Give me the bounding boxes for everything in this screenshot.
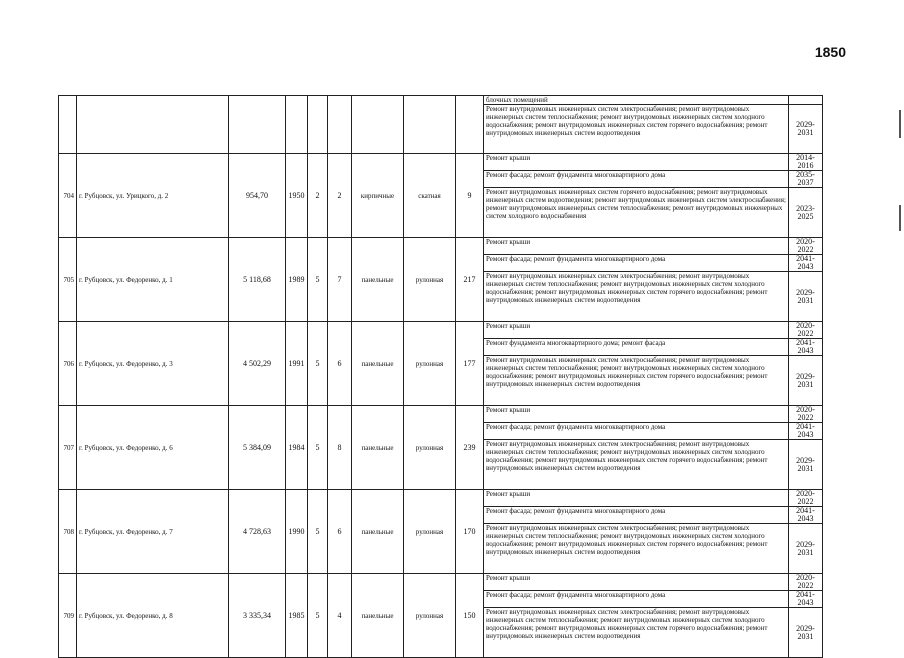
cell-period: 2029-2031 [789, 272, 823, 322]
cell-address: г. Рубцовск, ул. Федоренко, д. 3 [77, 322, 229, 406]
cell-work: Ремонт фасада; ремонт фундамента многоквартирного дома [484, 255, 789, 272]
cell-work: Ремонт фасада; ремонт фундамента многоквартирного дома [484, 171, 789, 188]
table-row [59, 574, 823, 591]
cell-entrances: 2 [328, 154, 352, 238]
cell-walls: панельные [352, 490, 404, 574]
repair-schedule-table [58, 95, 823, 658]
cell-work: Ремонт фундамента многоквартирного дома; ремонт фасада [484, 339, 789, 356]
cell-floors: 2 [308, 154, 328, 238]
cell-residents: 177 [456, 322, 484, 406]
cell-roof [404, 96, 456, 154]
cell-walls: панельные [352, 406, 404, 490]
cell-num: 705 [59, 238, 77, 322]
cell-period: 2020-2022 [789, 490, 823, 507]
cell-num: 708 [59, 490, 77, 574]
cell-period: 2035-2037 [789, 171, 823, 188]
cell-area: 4 728,63 [229, 490, 286, 574]
cell-residents: 217 [456, 238, 484, 322]
scan-edge-mark [899, 110, 901, 138]
cell-work: Ремонт фасада; ремонт фундамента многоквартирного дома [484, 507, 789, 524]
cell-period: 2041-2043 [789, 255, 823, 272]
cell-work: Ремонт крыши [484, 406, 789, 423]
cell-work: Ремонт крыши [484, 574, 789, 591]
cell-work: Ремонт крыши [484, 238, 789, 255]
cell-area: 5 118,68 [229, 238, 286, 322]
cell-year [286, 96, 308, 154]
cell-num: 707 [59, 406, 77, 490]
cell-work: Ремонт крыши [484, 490, 789, 507]
cell-period: 2041-2043 [789, 423, 823, 440]
cell-entrances [328, 96, 352, 154]
cell-residents: 150 [456, 574, 484, 658]
cell-num: 704 [59, 154, 77, 238]
cell-period: 2020-2022 [789, 574, 823, 591]
cell-year: 1950 [286, 154, 308, 238]
cell-period: 2020-2022 [789, 406, 823, 423]
cell-residents [456, 96, 484, 154]
cell-period: 2014-2016 [789, 154, 823, 171]
cell-year: 1984 [286, 406, 308, 490]
cell-floors [308, 96, 328, 154]
cell-roof: рулонная [404, 490, 456, 574]
cell-period: 2029-2031 [789, 608, 823, 658]
cell-address: г. Рубцовск, ул. Федоренко, д. 8 [77, 574, 229, 658]
cell-work: Ремонт крыши [484, 322, 789, 339]
cell-walls: панельные [352, 322, 404, 406]
cell-period: 2029-2031 [789, 105, 823, 154]
cell-roof: рулонная [404, 238, 456, 322]
cell-year: 1991 [286, 322, 308, 406]
repair-schedule-table-wrap [58, 95, 822, 658]
cell-num [59, 96, 77, 154]
cell-roof: рулонная [404, 574, 456, 658]
cell-period: 2041-2043 [789, 591, 823, 608]
cell-work: Ремонт внутридомовых инженерных систем электроснабжения; ремонт внутридомовых инженерных систем теплоснабжения; ремонт внутридомовых инженерных систем холодного водоснабжения; ремонт внутридомовых инженерных систем горячего водоснабжения; ремонт внутридомовых инженерных систем водоотведения [484, 356, 789, 406]
cell-period: 2029-2031 [789, 356, 823, 406]
cell-entrances: 4 [328, 574, 352, 658]
cell-area: 5 384,09 [229, 406, 286, 490]
cell-area: 3 335,34 [229, 574, 286, 658]
cell-work: Ремонт внутридомовых инженерных систем электроснабжения; ремонт внутридомовых инженерных систем теплоснабжения; ремонт внутридомовых инженерных систем холодного водоснабжения; ремонт внутридомовых инженерных систем горячего водоснабжения; ремонт внутридомовых инженерных систем водоотведения [484, 608, 789, 658]
cell-entrances: 7 [328, 238, 352, 322]
cell-floors: 5 [308, 238, 328, 322]
cell-area: 4 502,29 [229, 322, 286, 406]
cell-entrances: 8 [328, 406, 352, 490]
cell-roof: скатная [404, 154, 456, 238]
cell-work: Ремонт внутридомовых инженерных систем электроснабжения; ремонт внутридомовых инженерных систем теплоснабжения; ремонт внутридомовых инженерных систем холодного водоснабжения; ремонт внутридомовых инженерных систем горячего водоснабжения; ремонт внутридомовых инженерных систем водоотведения [484, 105, 789, 154]
cell-roof: рулонная [404, 406, 456, 490]
cell-num: 709 [59, 574, 77, 658]
cell-work: Ремонт внутридомовых инженерных систем электроснабжения; ремонт внутридомовых инженерных систем теплоснабжения; ремонт внутридомовых инженерных систем холодного водоснабжения; ремонт внутридомовых инженерных систем горячего водоснабжения; ремонт внутридомовых инженерных систем водоотведения [484, 524, 789, 574]
cell-floors: 5 [308, 574, 328, 658]
table-row [59, 406, 823, 423]
cell-period: 2020-2022 [789, 322, 823, 339]
cell-entrances: 6 [328, 322, 352, 406]
table-row [59, 322, 823, 339]
table-row [59, 490, 823, 507]
cell-year: 1989 [286, 238, 308, 322]
cell-work: блочных помещений [484, 96, 789, 105]
cell-address: г. Рубцовск, ул. Урицкого, д. 2 [77, 154, 229, 238]
cell-year: 1985 [286, 574, 308, 658]
table-row [59, 154, 823, 171]
cell-residents: 239 [456, 406, 484, 490]
cell-period: 2020-2022 [789, 238, 823, 255]
cell-work: Ремонт внутридомовых инженерных систем горячего водоснабжения; ремонт внутридомовых инженерных систем водоотведения; ремонт внутридомовых инженерных систем электроснабжения; ремонт внутридомовых инженерных систем теплоснабжения; ремонт внутридомовых инженерных систем холодного водоснабжения [484, 188, 789, 238]
cell-period: 2029-2031 [789, 524, 823, 574]
scan-edge-mark [899, 205, 901, 231]
cell-work: Ремонт фасада; ремонт фундамента многоквартирного дома [484, 423, 789, 440]
cell-period: 2041-2043 [789, 507, 823, 524]
cell-residents: 9 [456, 154, 484, 238]
cell-area [229, 96, 286, 154]
cell-period: 2029-2031 [789, 440, 823, 490]
cell-address: г. Рубцовск, ул. Федоренко, д. 6 [77, 406, 229, 490]
cell-period [789, 96, 823, 105]
cell-period: 2041-2043 [789, 339, 823, 356]
cell-floors: 5 [308, 322, 328, 406]
cell-residents: 170 [456, 490, 484, 574]
cell-entrances: 6 [328, 490, 352, 574]
page-number: 1850 [814, 44, 846, 60]
cell-num: 706 [59, 322, 77, 406]
cell-floors: 5 [308, 406, 328, 490]
cell-work: Ремонт внутридомовых инженерных систем электроснабжения; ремонт внутридомовых инженерных систем теплоснабжения; ремонт внутридомовых инженерных систем холодного водоснабжения; ремонт внутридомовых инженерных систем горячего водоснабжения; ремонт внутридомовых инженерных систем водоотведения [484, 440, 789, 490]
cell-address: г. Рубцовск, ул. Федоренко, д. 1 [77, 238, 229, 322]
cell-address: г. Рубцовск, ул. Федоренко, д. 7 [77, 490, 229, 574]
cell-area: 954,70 [229, 154, 286, 238]
table-body [59, 96, 823, 658]
cell-walls [352, 96, 404, 154]
cell-roof: рулонная [404, 322, 456, 406]
cell-walls: панельные [352, 238, 404, 322]
cell-walls: панельные [352, 574, 404, 658]
cell-work: Ремонт внутридомовых инженерных систем электроснабжения; ремонт внутридомовых инженерных систем теплоснабжения; ремонт внутридомовых инженерных систем холодного водоснабжения; ремонт внутридомовых инженерных систем горячего водоснабжения; ремонт внутридомовых инженерных систем водоотведения [484, 272, 789, 322]
cell-year: 1990 [286, 490, 308, 574]
table-row [59, 238, 823, 255]
table-row [59, 96, 823, 105]
cell-work: Ремонт фасада; ремонт фундамента многоквартирного дома [484, 591, 789, 608]
cell-floors: 5 [308, 490, 328, 574]
cell-walls: кирпичные [352, 154, 404, 238]
cell-work: Ремонт крыши [484, 154, 789, 171]
cell-address [77, 96, 229, 154]
cell-period: 2023-2025 [789, 188, 823, 238]
